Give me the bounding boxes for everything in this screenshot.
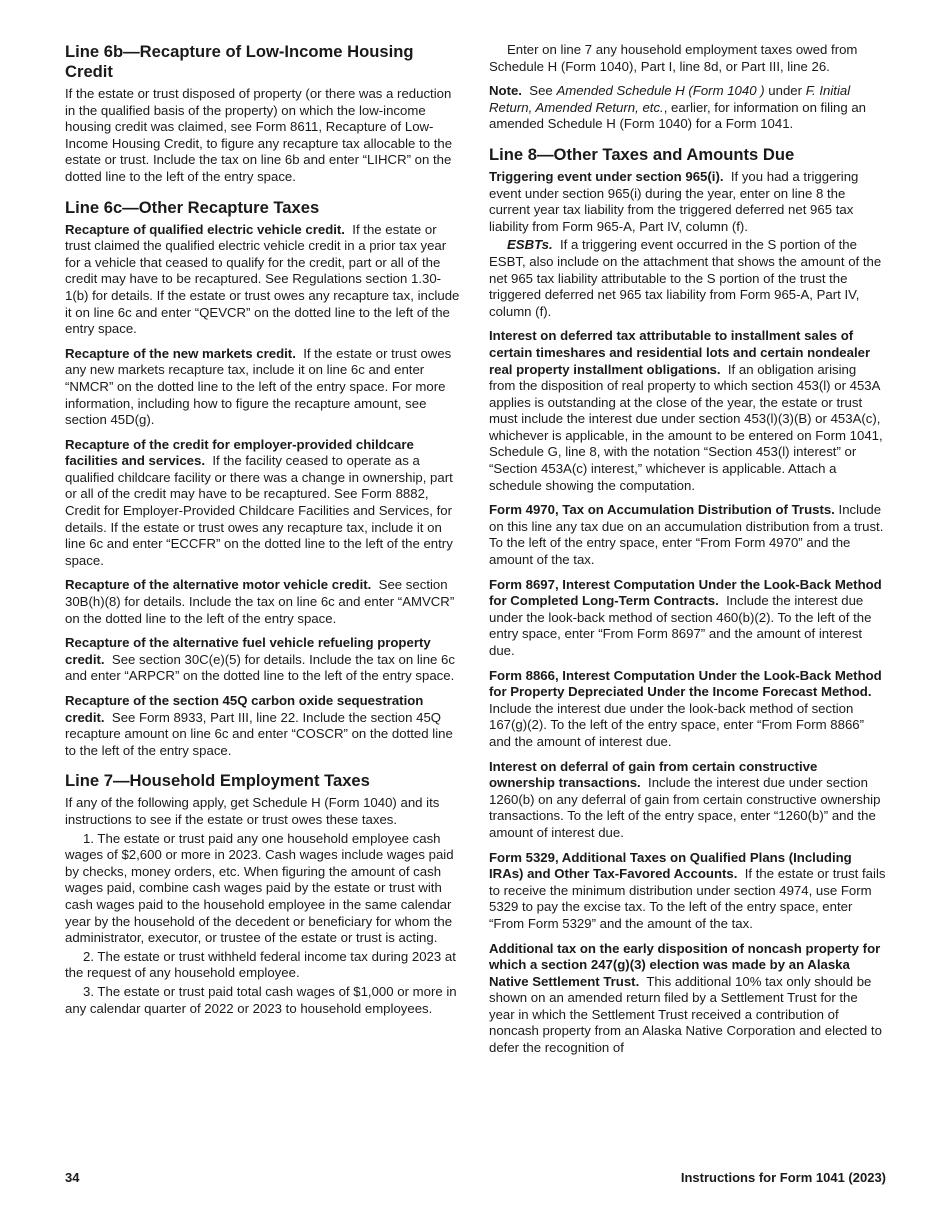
footer-title: Instructions for Form 1041 (2023): [680, 1170, 886, 1185]
text-form-8697: Include the interest due under the look-back method of section 460(b)(2). To the left of the entry space, enter “From Form 8697” and the amount of interest due.: [489, 593, 872, 658]
paragraph-form-8866: [489, 668, 886, 751]
text-form-5329: If the estate or trust fails to receive the minimum distribution under section 4974, use Form 5329 to pay the excise tax. To the left of the entry space, enter “From Form 5329” and the amount of the tax.: [489, 866, 886, 931]
lead-form-5329: Form 5329, Additional Taxes on Qualified Plans (Including IRAs) and Other Tax-Favored Accounts.: [489, 849, 852, 882]
paragraph-nmc: [65, 346, 462, 429]
lead-afv: Recapture of the alternative fuel vehicle refueling property credit.: [65, 635, 431, 667]
text-nmc: If the estate or trust owes any new markets recapture tax, include it on line 6c and enter “NMCR” on the dotted line to the left of the entry space. For more information, including how to figure the recapture amount, see section 45D(g).: [65, 345, 452, 428]
text-interest-installment: If an obligation arising from the disposition of real property to which section 453(l) or 453A applies is outstanding at the close of the year, the estate or trust must include the interest due under section 453(l)(3)(B) or 453A(c), whichever is applicable, in the amount to be entered on Form 1041, Schedule G, line 8, with the notation “Section 453(l) interest” or “Section 453A(c) interest,” whichever is applicable. Attach a schedule showing the computation.: [489, 361, 883, 493]
text-form-8866: Include the interest due under the look-back method of section 167(g)(2). To the left of the entry space, enter “From Form 8866” and the amount of interest due.: [489, 700, 865, 749]
text-qevc: If the estate or trust claimed the qualified electric vehicle credit in a prior tax year for a vehicle that ceased to qualify for the credit, part or all of the credit may have to be recaptured. See Regulations section 1.30-1(b) for details. If the estate or trust owes any recapture tax, include it on line 6c and enter “QEVCR” on the dotted line to the left of the entry space.: [65, 221, 460, 337]
heading-line-6c: Line 6c—Other Recapture Taxes: [65, 197, 320, 217]
paragraph-qevc: [65, 222, 462, 338]
list-item-1: 1. The estate or trust paid any one household employee cash wages of $2,600 or more in 2023. Cash wages include wages paid by checks, money orders, etc. When figuring the amount of cash wages paid, combine cash wages paid by the estate or trust with cash wages paid to the household employee in the same calendar year by the household of the decedent or beneficiary for whom the administrator, executor, or trustee of the estate or trust is acting.: [65, 830, 454, 946]
lead-qevc: Recapture of qualified electric vehicle credit.: [65, 221, 345, 237]
heading-line-6b: Line 6b—Recapture of Low-Income Housing Credit: [65, 42, 414, 81]
paragraph-45q: [65, 693, 462, 759]
paragraph-esbt: [489, 237, 886, 320]
text-deferral: Include the interest due under section 1260(b) on any deferral of gain from certain constructive ownership transactions. To the left of the entry space, enter “1260(b)” and the amount of interest due.: [489, 775, 881, 840]
right-column: [489, 42, 886, 1065]
note-mid: under: [764, 83, 806, 99]
paragraph-form-8697: [489, 577, 886, 660]
text-esbt: If a triggering event occurred in the S portion of the ESBT, also include on the attachment that shows the amount of the net 965 tax liability attributable to the S portion of the trust the triggered deferred net 965 tax liability from Form 965-A, Part IV, column (f).: [489, 237, 882, 319]
paragraph-triggering: [489, 169, 886, 235]
lead-interest-installment: Interest on deferred tax attributable to installment sales of certain timeshares and residential lots and certain nondealer real property installment obligations.: [489, 328, 871, 377]
text-45q: See Form 8933, Part III, line 22. Include the section 45Q recapture amount on line 6c and enter “COSCR” on the dotted line to the left of the entry space.: [65, 709, 453, 758]
left-column: [65, 42, 462, 1019]
lead-alaska-trust: Additional tax on the early disposition of noncash property for which a section 247(g)(3) election was made by an Alaska Native Settlement Trust.: [489, 940, 881, 989]
lead-amv: Recapture of the alternative motor vehicle credit.: [65, 577, 372, 593]
text-alaska-trust: This additional 10% tax only should be shown on an amended return filed by a Settlement Trust for the year in which the Settlement Trust received a contribution of noncash property from an Alaska Native Corporation and elected to defer the recognition of: [489, 973, 882, 1056]
paragraph-form-5329: [489, 850, 886, 933]
text-afv: See section 30C(e)(5) for details. Include the tax on line 6c and enter “ARPCR” on the dotted line to the left of the entry space.: [65, 651, 455, 684]
page-number: 34: [65, 1170, 80, 1185]
paragraph-note: [489, 83, 886, 133]
note-italic-1: Amended Schedule H (Form 1040 ): [556, 83, 765, 99]
lead-45q: Recapture of the section 45Q carbon oxide sequestration credit.: [65, 693, 424, 725]
note-pre: See: [529, 83, 557, 99]
heading-line-7: Line 7—Household Employment Taxes: [65, 771, 370, 791]
note-italic-2: F. Initial Return, Amended Return, etc.: [489, 83, 851, 115]
lead-note: Note.: [489, 83, 522, 99]
note-post: , earlier, for information on filing an amended Schedule H (Form 1040) for a Form 1041.: [489, 99, 867, 132]
text-form-4970: Include on this line any tax due on an accumulation distribution from a trust. To the left of the entry space, enter “From Form 4970” and the amount of the tax.: [489, 502, 884, 568]
lead-esbt: ESBTs.: [507, 237, 553, 253]
list-item-2: 2. The estate or trust withheld federal income tax during 2023 at the request of any household employee.: [65, 948, 456, 981]
paragraph-enter-line-7: Enter on line 7 any household employment taxes owed from Schedule H (Form 1040), Part I, line 8d, or Part III, line 26.: [489, 42, 858, 74]
lead-childcare: Recapture of the credit for employer-provided childcare facilities and services.: [65, 436, 414, 469]
paragraph-line-7: If any of the following apply, get Schedule H (Form 1040) and its instructions to see if the estate or trust owes these taxes.: [65, 795, 440, 827]
lead-form-8697: Form 8697, Interest Computation Under the Look-Back Method for Completed Long-Term Contracts.: [489, 576, 882, 609]
paragraph-childcare: [65, 437, 462, 570]
text-triggering: If you had a triggering event under section 965(i) during the year, enter on line 8 the current year tax liability from the triggered deferred net 965 tax liability from Form 965-A, Part IV, column (f).: [489, 168, 859, 234]
paragraph-amv: [65, 577, 462, 627]
paragraph-afv: [65, 635, 462, 685]
lead-deferral: Interest on deferral of gain from certain constructive ownership transactions.: [489, 758, 818, 791]
heading-line-8: Line 8—Other Taxes and Amounts Due: [489, 144, 795, 164]
text-amv: See section 30B(h)(8) for details. Include the tax on line 6c and enter “AMVCR” on the dotted line to the left of the entry space.: [65, 577, 455, 626]
lead-nmc: Recapture of the new markets credit.: [65, 345, 296, 361]
paragraph-deferral: [489, 759, 886, 842]
lead-form-4970: Form 4970, Tax on Accumulation Distribution of Trusts.: [489, 502, 835, 518]
lead-triggering: Triggering event under section 965(i).: [489, 168, 724, 184]
paragraph-interest-installment: [489, 328, 886, 494]
lead-form-8866: Form 8866, Interest Computation Under the Look-Back Method for Property Depreciated Under the Income Forecast Method.: [489, 667, 882, 700]
text-childcare: If the facility ceased to operate as a qualified childcare facility or there was a change in ownership, part or all of the credit may have to be recaptured. See Form 8882, Credit for Employer-Provided Childcare Facilities and Services, for details. If the estate or trust owes any recapture tax, include it on line 6c and enter “ECCFR” on the dotted line to the left of the entry space.: [65, 453, 453, 568]
list-item-3: 3. The estate or trust paid total cash wages of $1,000 or more in any calendar quarter of 2022 or 2023 to household employees.: [65, 983, 457, 1016]
paragraph-alaska-trust: [489, 941, 886, 1057]
paragraph-line-6b: If the estate or trust disposed of property (or there was a reduction in the qualified basis of the property) on which the low-income housing credit was claimed, see Form 8611, Recapture of Low-Income Housing Credit, to figure any recapture tax allocable to the estate or trust. Include the tax on line 6b and enter “LIHCR” on the dotted line to the left of the entry space.: [65, 86, 453, 184]
paragraph-form-4970: [489, 502, 886, 568]
